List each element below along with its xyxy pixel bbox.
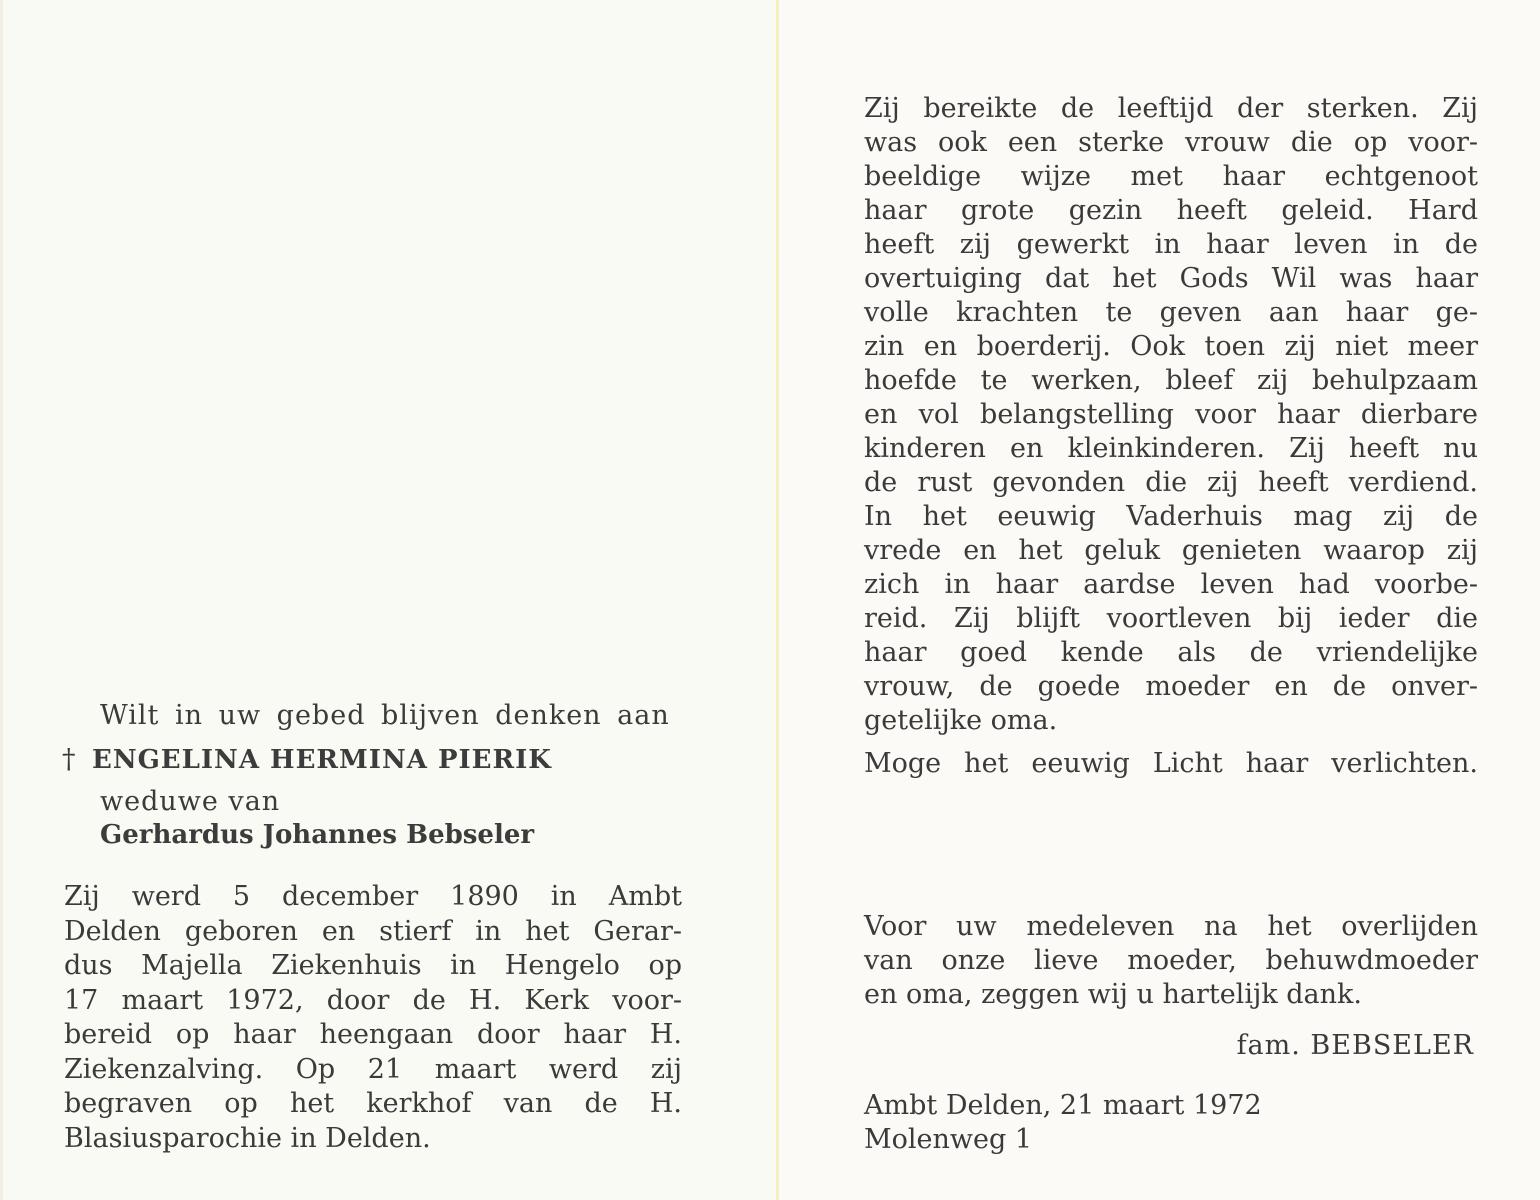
eulogy-line: hoefde te werken, bleef zij behulpzaam — [864, 365, 1478, 396]
widow-label: weduwe van — [100, 786, 281, 817]
spouse-name: Gerhardus Johannes Bebseler — [100, 820, 535, 850]
eulogy-line: vrouw, de goede moeder en de onver- — [864, 671, 1478, 702]
eulogy-line: Zij bereikte de leeftijd der sterken. Zij — [864, 93, 1478, 124]
bio-line: Ziekenzalving. Op 21 maart werd zij — [64, 1053, 682, 1085]
bio-line: Blasiusparochie in Delden. — [64, 1122, 431, 1154]
place-and-date: Ambt Delden, 21 maart 1972 — [864, 1090, 1262, 1121]
eulogy — [864, 92, 1478, 738]
eulogy-line: getelijke oma. — [864, 705, 1058, 736]
eulogy-line: haar grote gezin heeft geleid. Hard — [864, 195, 1478, 226]
bio-line: 17 maart 1972, door de H. Kerk voor- — [64, 984, 682, 1016]
address: Molenweg 1 — [864, 1124, 1033, 1155]
eulogy-line: en vol belangstelling voor haar dierbare — [864, 399, 1478, 430]
remembrance-intro: Wilt in uw gebed blijven denken aan — [100, 700, 670, 731]
cross-icon: † — [62, 744, 76, 775]
closing-prayer: Moge het eeuwig Licht haar verlichten. — [864, 748, 1478, 779]
biography — [64, 880, 682, 1156]
eulogy-line: was ook een sterke vrouw die op voor- — [864, 127, 1478, 158]
eulogy-line: reid. Zij blijft voortleven bij ieder die — [864, 603, 1478, 634]
deceased-name: ENGELINA HERMINA PIERIK — [92, 745, 552, 775]
bio-line: bereid op haar heengaan door haar H. — [64, 1019, 682, 1050]
bio-line: begraven op het kerkhof van de H. — [64, 1088, 682, 1119]
bio-line: dus Majella Ziekenhuis in Hengelo op — [64, 950, 682, 981]
eulogy-line: volle krachten te geven aan haar ge- — [864, 297, 1478, 328]
eulogy-line: zin en boerderij. Ook toen zij niet meer — [864, 331, 1478, 362]
family-signature: fam. BEBSELER — [1236, 1030, 1474, 1061]
thanks-line: Voor uw medeleven na het overlijden — [864, 911, 1478, 942]
bio-line: Zij werd 5 december 1890 in Ambt — [64, 881, 682, 912]
eulogy-line: beeldige wijze met haar echtgenoot — [864, 161, 1478, 192]
thanks-line: van onze lieve moeder, behuwdmoeder — [864, 945, 1478, 976]
eulogy-line: de rust gevonden die zij heeft verdiend. — [864, 467, 1478, 498]
card-edge — [0, 0, 3, 1200]
thanks-note — [864, 910, 1478, 1012]
eulogy-line: heeft zij gewerkt in haar leven in de — [864, 229, 1478, 260]
bio-line: Delden geboren en stierf in het Gerar- — [64, 915, 682, 947]
eulogy-line: vrede en het geluk genieten waarop zij — [864, 535, 1478, 566]
thanks-line: en oma, zeggen wij u hartelijk dank. — [864, 979, 1362, 1010]
eulogy-line: zich in haar aardse leven had voorbe- — [864, 569, 1478, 600]
eulogy-line: haar goed kende als de vriendelijke — [864, 637, 1478, 668]
eulogy-line: overtuiging dat het Gods Wil was haar — [864, 263, 1478, 294]
eulogy-line: In het eeuwig Vaderhuis mag zij de — [864, 501, 1478, 532]
eulogy-line: kinderen en kleinkinderen. Zij heeft nu — [864, 433, 1478, 464]
deceased-name-line — [62, 744, 552, 775]
